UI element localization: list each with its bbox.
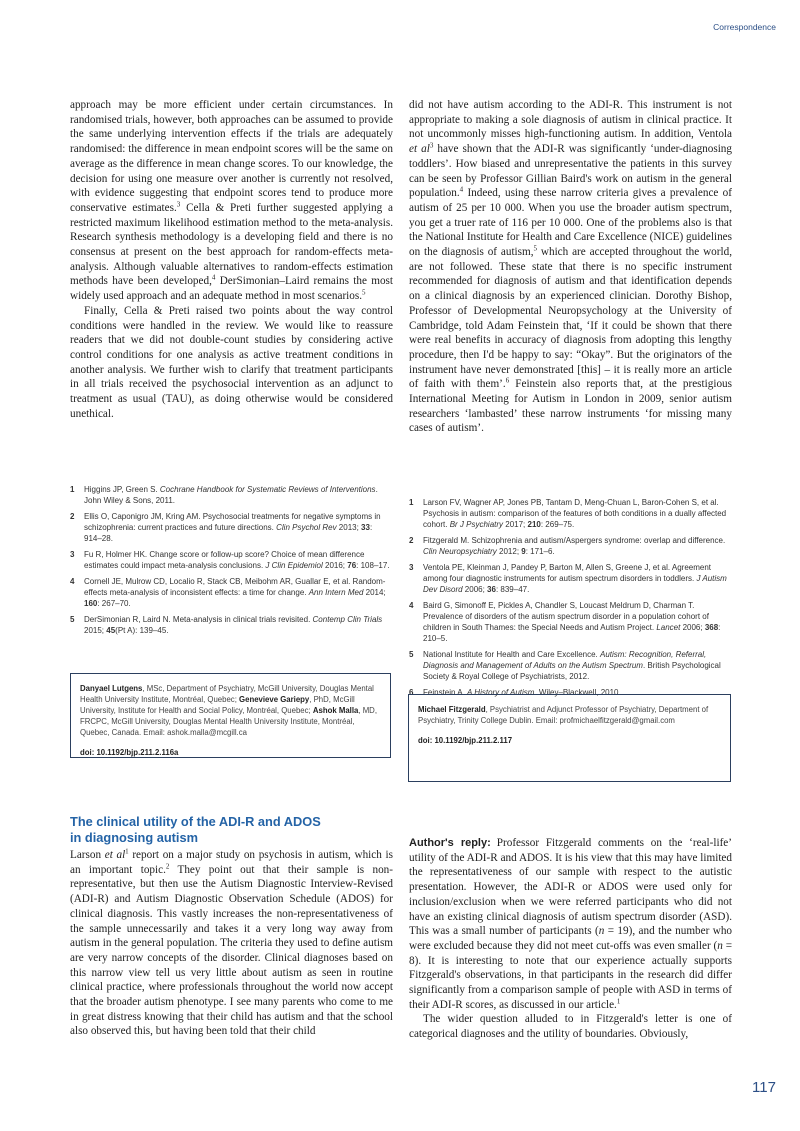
text-run: n <box>717 939 723 952</box>
text-run: Cella & Preti further suggested applying a restricted maximum likelihood estimation method to the meta-analysis. Research synthesis methodology is a developing field and there is no consensus at present on the best approach for random-effects meta-analysis. Although valuable alternatives to random-effects estimation methods have been developed, <box>70 201 393 288</box>
reference-text <box>423 535 731 557</box>
reference-item <box>70 484 392 506</box>
citation-superscript: 4 <box>211 273 216 282</box>
reference-item <box>409 535 731 557</box>
reference-text <box>423 562 731 595</box>
text-run: 2006; <box>680 623 705 632</box>
text-run: 2012; <box>496 547 522 556</box>
text-run: did not have autism according to the ADI-R. This instrument is not appropriate to making a sole diagnosis of autism in clinical practice. It not uncommonly misses high-functioning autism. In addition, Ventola <box>409 99 732 141</box>
authors-reply-body <box>409 836 732 1042</box>
paragraph <box>409 1012 732 1041</box>
text-run: . John Wiley & Sons, 2011. <box>84 485 378 505</box>
text-run: report on a major study on psychosis in autism, which is an important topic. <box>70 849 393 876</box>
paragraph <box>409 98 732 436</box>
author-affiliations <box>418 704 721 726</box>
doi-link[interactable]: doi: 10.1192/bjp.211.2.117 <box>418 736 513 745</box>
citation-superscript: 5 <box>533 244 538 253</box>
right-letter-body <box>409 98 732 436</box>
text-run: DerSimonian–Laird remains the most widely used approach and an adequate method in most scenarios. <box>70 275 393 303</box>
text-run: Larson FV, Wagner AP, Jones PB, Tantam D, Meng-Chuan L, Baron-Cohen S, et al. Psychosis in autism: comparison of the features of both conditions in a dually affected cohort. <box>423 498 727 529</box>
letter-heading <box>70 814 321 846</box>
text-run: , MSc, Department of Psychiatry, McGill University, Douglas Mental Health University Institute, Montréal, Quebec; <box>80 684 374 704</box>
citation-superscript: 6 <box>505 376 510 385</box>
text-run: Professor Fitzgerald comments on the ‘real-life’ utility of the ADI-R and ADOS. It is his view that this may have limited the representativeness of our sample with respect to the autistic presentation. However, the ADI-R or ADOS were used only for inclusion/exclusion when we were referred participants who did not have an existing clinical diagnosis of autism spectrum disorder (ASD). This was a small number of participants ( <box>409 837 732 938</box>
text-run: A History of Autism <box>467 688 535 697</box>
doi-link[interactable]: doi: 10.1192/bjp.211.2.116a <box>80 748 179 757</box>
text-run: Autism: Recognition, Referral, Diagnosis and Management of Adults on the Autism Spectrum <box>423 650 707 670</box>
text-run: Feinstein also reports that, at the prestigious International Meeting for Autism in London in 2009, senior autism researchers ‘lambasted’ these narrow instruments ‘for missing many cases of autism’. <box>409 378 732 435</box>
text-run: Ashok Malla <box>312 706 359 715</box>
text-run: Cochrane Handbook for Systematic Reviews of Interventions <box>159 485 376 494</box>
page-number: 117 <box>752 1079 776 1096</box>
citation-superscript: 3 <box>429 141 434 150</box>
citation-superscript: 1 <box>125 847 129 856</box>
reference-number: 1 <box>70 485 75 494</box>
text-run: 45 <box>106 626 116 635</box>
text-run: approach may be more efficient under certain circumstances. In randomised trials, however, both approaches can be assumed to provide the same underlying intervention effects if the trials are adequately randomised: the difference in mean endpoint scores will be the same on average as the difference in mean change scores. To our knowledge, the decision for using one measure over another is currently not resolved, with evidence suggesting that endpoint scores tend to produce more conservative estimates. <box>70 99 393 214</box>
text-run: Feinstein A. <box>423 688 468 697</box>
reference-number: 6 <box>409 688 414 697</box>
text-run: Clin Psychol Rev <box>276 523 337 532</box>
text-run: 9 <box>521 547 526 556</box>
text-run: : 171–6. <box>525 547 555 556</box>
text-run: Br J Psychiatry <box>449 520 504 529</box>
citation-superscript: 3 <box>176 200 181 209</box>
reference-text <box>84 511 392 544</box>
reply-label: Author's reply: <box>409 837 491 849</box>
text-run: 76 <box>347 561 357 570</box>
heading-line: in diagnosing autism <box>70 830 198 845</box>
text-run: Contemp Clin Trials <box>312 615 383 624</box>
reference-number: 3 <box>70 550 75 559</box>
text-run: Cornell JE, Mulrow CD, Localio R, Stack CB, Meibohm AR, Guallar E, et al. Random-effects meta-analysis of inconsistent effects: a time for change. <box>84 577 386 597</box>
reply-text <box>409 837 732 1011</box>
text-run: , PhD, McGill University, Institute for Health and Social Policy, Montréal, Quebec; <box>80 695 355 715</box>
reference-number: 5 <box>409 650 414 659</box>
text-run: Larson <box>70 849 105 861</box>
reference-number: 5 <box>70 615 75 624</box>
reference-number: 4 <box>70 577 75 586</box>
reference-number: 2 <box>70 512 75 521</box>
text-run: . British Psychological Society & Royal College of Psychiatrists, 2012. <box>423 661 721 681</box>
paragraph <box>70 98 393 304</box>
text-run: n <box>598 925 605 938</box>
reference-text <box>84 614 392 636</box>
text-run: 160 <box>84 599 98 608</box>
reference-item <box>70 549 392 571</box>
reference-item <box>70 576 392 609</box>
reference-number: 3 <box>409 563 414 572</box>
text-run: : 269–75. <box>540 520 575 529</box>
paragraph <box>409 836 732 1012</box>
text-run: 2014; <box>363 588 386 597</box>
text-run: , Psychiatrist and Adjunct Professor of Psychiatry, Department of Psychiatry, Trinity College Dublin. Email: profmichaelfitzgerald@gmail.com <box>418 705 709 725</box>
text-run: Genevieve Gariepy <box>239 695 310 704</box>
reference-text <box>423 497 731 530</box>
text-run: Baird G, Simonoff E, Pickles A, Chandler S, Loucast Meldrum D, Charman T. Prevalence of disorders of the autism spectrum disorder in a population cohort of children in South Thames: the Special Needs and Autism Project. <box>423 601 709 632</box>
left-author-box <box>70 673 391 758</box>
text-run: 2015; <box>84 626 107 635</box>
citation-superscript: 2 <box>165 861 170 870</box>
text-run: Michael Fitzgerald <box>418 705 486 714</box>
text-run: Indeed, using these narrow criteria gives a prevalence of autism of 25 per 10 000. When you use the broader autism spectrum, you get a truer rate of 116 per 10 000. One of the problems also is that the National Institute for Health and Care Excellence (NICE) guidelines on the diagnosis of autism, <box>409 187 732 259</box>
reference-item <box>70 614 392 636</box>
text-run: : 108–17. <box>356 561 390 570</box>
text-run: 2017; <box>503 520 528 529</box>
text-run: (Pt A): 139–45. <box>115 626 169 635</box>
text-run: 2013; <box>336 523 362 532</box>
text-run: Finally, Cella & Preti raised two points about the way control conditions were handled in the review. We would like to reassure readers that we did not double-count studies by considering active control conditions for one analysis as active treatment conditions in another analysis. We further wish to clarify that treatment participants in all trials received the psychosocial intervention as an adjunct to treatment as usual (TAU), as doing otherwise would be considered unethical. <box>70 304 393 420</box>
text-run: et al <box>409 143 430 156</box>
text-run: Fitzgerald M. Schizophrenia and autism/Aspergers syndrome: overlap and difference. <box>423 536 726 545</box>
text-run: 368 <box>704 623 719 632</box>
text-run: : 210–5. <box>423 623 721 643</box>
text-run: They point out that their sample is non-representative, but then use the Autism Diagnostic Interview-Revised (ADI-R) and Autism Diagnostic Observation Schedule (ADOS) for clinical diagnosis. This vastly increases the non-representativeness of the sample unnecessarily and takes it a very long way away from autism in the general population. The criteria they used to define autism are very narrow concepts of the disorder. Clinical diagnoses based on this narrow view tell us very little about autism as seen in routine clinical practice, where professionals throughout the world now accept that the broader autism phenotype. I see many parents who come to me in great distress knowing that their child has autism and that the school also observed this, but having been told that their child <box>70 863 393 1038</box>
reference-text <box>84 549 392 571</box>
new-letter-body <box>70 848 393 1039</box>
text-run: : 839–47. <box>495 585 530 594</box>
heading-line: The clinical utility of the ADI-R and ADOS <box>70 814 321 829</box>
text-run: Danyael Lutgens <box>80 684 143 693</box>
section-header: Correspondence <box>713 22 776 32</box>
text-run: et al <box>104 849 126 861</box>
reference-item <box>409 600 731 644</box>
text-run: : 914–28. <box>84 523 373 543</box>
text-run: 210 <box>527 520 541 529</box>
text-run: Clin Neuropsychiatry <box>423 547 497 556</box>
reference-item <box>70 511 392 544</box>
text-run: = 19), and the number who were excluded because they did not meet cut-offs was even smaller ( <box>409 925 733 952</box>
text-run: which are accepted throughout the world, are not followed. These state that there is no specific instrument recommended for diagnosis of autism and that identification depends on a clinical diagnosis by an experienced clinician. Dorothy Bishop, Professor of Developmental Neuropsychology at the University of Cambridge, told Adam Feinstein that, ‘If it could be shown that there were real benefits in accuracy of diagnosis from adopting this lengthy procedure, then I'd be happy to say: “Okay”. But the originators of the instrument have never demonstrated [this] – it is really more an article of faith with them’. <box>409 246 732 391</box>
text-run: 2006; <box>462 585 488 594</box>
reference-number: 1 <box>409 498 414 507</box>
reference-text <box>84 576 392 609</box>
text-run: : 267–70. <box>97 599 131 608</box>
text-run: Lancet <box>656 623 681 632</box>
right-reference-list <box>409 497 731 703</box>
text-run: Higgins JP, Green S. <box>84 485 160 494</box>
text-run: have shown that the ADI-R was significantly ‘under-diagnosing toddlers’. How biased and unrepresentative the patients in this survey can be seen by Professor Gillian Baird's work on autism in the general population. <box>409 143 732 200</box>
left-letter-body <box>70 98 393 421</box>
paragraph <box>70 304 393 422</box>
text-run: DerSimonian R, Laird N. Meta-analysis in clinical trials revisited. <box>84 615 313 624</box>
citation-superscript: 5 <box>362 288 366 297</box>
text-run: National Institute for Health and Care Excellence. <box>423 650 600 659</box>
reference-number: 4 <box>409 601 414 610</box>
paragraph <box>70 848 393 1039</box>
text-run: Ventola PE, Kleinman J, Pandey P, Barton M, Allen S, Greene J, et al. Agreement among four diagnostic instruments for autism spectrum disorders in toddlers. <box>423 563 712 583</box>
text-run: , MD, FRCPC, McGill University, Douglas Mental Health University Institute, Montréal, Quebec, Canada. Email: ashok.malla@mcgill.ca <box>80 706 377 737</box>
citation-superscript: 4 <box>459 185 464 194</box>
reference-text <box>423 649 731 682</box>
reference-text <box>84 484 392 506</box>
text-run: J Autism Dev Disord <box>423 574 727 594</box>
reference-item <box>409 649 731 682</box>
author-affiliations <box>80 683 381 738</box>
text-run: The wider question alluded to in Fitzgerald's letter is one of categorical diagnoses and the utility of boundaries. Obviously, <box>409 1013 732 1041</box>
text-run: 36 <box>487 585 496 594</box>
text-run: Ann Intern Med <box>308 588 364 597</box>
right-author-box <box>408 694 731 782</box>
citation-superscript: 1 <box>616 997 621 1005</box>
text-run: Fu R, Holmer HK. Change score or follow-up score? Choice of mean difference estimates could impact meta-analysis conclusions. <box>84 550 365 570</box>
reference-text <box>423 600 731 644</box>
reference-item <box>409 562 731 595</box>
reference-number: 2 <box>409 536 414 545</box>
reference-item <box>409 497 731 530</box>
text-run: . Wiley–Blackwell, 2010. <box>534 688 621 697</box>
text-run: 2016; <box>322 561 348 570</box>
left-reference-list <box>70 484 392 641</box>
text-run: = 8). It is interesting to note that our experience actually supports Fitzgerald's observations, in that participants in the research did differ significantly from a comparison sample of people with ASD in terms of their ADI-R scores, as discussed in our article. <box>409 939 733 1011</box>
text-run: Ellis O, Caponigro JM, Kring AM. Psychosocial treatments for negative symptoms in schizophrenia: current practices and future directions. <box>84 512 381 532</box>
text-run: 33 <box>361 523 370 532</box>
text-run: J Clin Epidemiol <box>265 561 323 570</box>
